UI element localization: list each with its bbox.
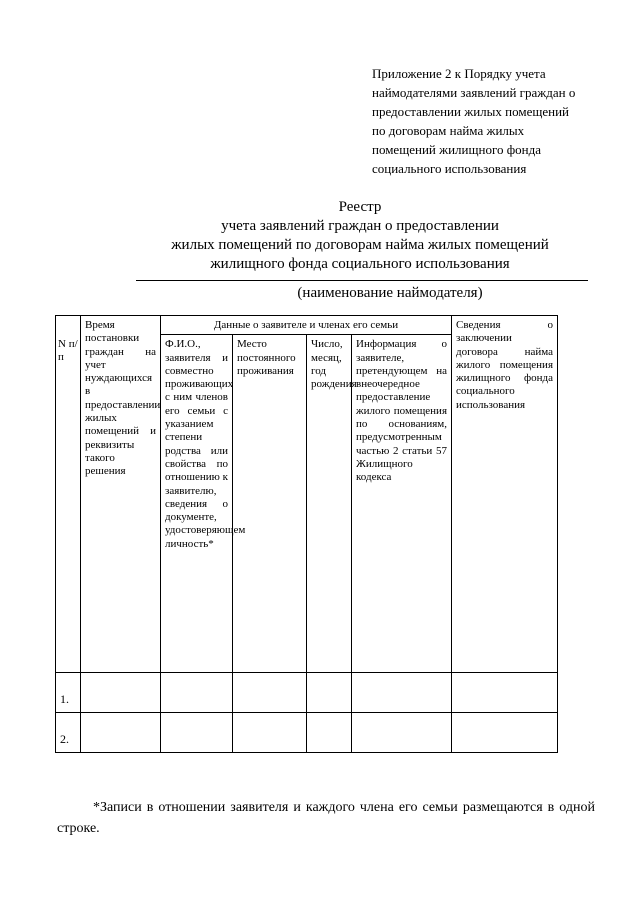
table-row xyxy=(56,673,558,713)
header-number: N п/п xyxy=(56,316,81,673)
footnote: *Записи в отношении заявителя и каждого члена его семьи размещаются в одной строке. xyxy=(57,800,595,836)
table-cell xyxy=(81,713,161,753)
appendix-reference xyxy=(372,64,612,178)
header-residence: Место постоянного проживания xyxy=(233,335,307,673)
table-cell xyxy=(233,673,307,713)
appendix-line: Приложение 2 к Порядку учета xyxy=(372,66,546,81)
appendix-line: социального использования xyxy=(372,161,527,176)
table-cell xyxy=(307,673,352,713)
row-number: 2. xyxy=(56,713,81,753)
document-title xyxy=(100,198,620,274)
header-fio: Ф.И.О., заявителя и совместно проживающих с ним членов его семьи с указанием степени родства или свойства по отношению к заявителю, сведения о документе, удостоверяющем личность* xyxy=(161,335,233,673)
header-applicant-data: Данные о заявителе и членах его семьи xyxy=(161,316,452,335)
table-cell xyxy=(452,673,558,713)
table-cell xyxy=(307,713,352,753)
appendix-line: по договорам найма жилых xyxy=(372,123,525,138)
title-line: учета заявлений граждан о предоставлении xyxy=(221,218,499,234)
table-cell xyxy=(452,713,558,753)
table-cell xyxy=(233,713,307,753)
appendix-line: помещений жилищного фонда xyxy=(372,142,541,157)
table-cell xyxy=(161,713,233,753)
landlord-name-blank-line xyxy=(136,280,588,281)
row-number: 1. xyxy=(56,673,81,713)
table-cell xyxy=(161,673,233,713)
table-cell xyxy=(81,673,161,713)
registry-table xyxy=(55,315,558,753)
title-line: жилищного фонда социального использования xyxy=(210,256,510,272)
header-registration-time: Время постановки граждан на учет нуждающихся в предоставлении жилых помещений и реквизиты такого решения xyxy=(81,316,161,673)
appendix-line: предоставлении жилых помещений xyxy=(372,104,569,119)
table-cell xyxy=(352,673,452,713)
table-header-row xyxy=(56,316,558,335)
header-contract-info: Сведения о заключении договора найма жилого помещения жилищного фонда социального использования xyxy=(452,316,558,673)
title-line: жилых помещений по договорам найма жилых помещений xyxy=(171,237,549,253)
header-birthdate: Число, месяц, год рождения xyxy=(307,335,352,673)
landlord-caption: (наименование наймодателя) xyxy=(297,285,483,301)
header-priority-info: Информация о заявителе, претендующем на внеочередное предоставление жилого помещения по основаниям, предусмотренным частью 2 статьи 57 Жилищного кодекса xyxy=(352,335,452,673)
title-heading: Реестр xyxy=(338,199,382,215)
appendix-line: наймодателями заявлений граждан о xyxy=(372,85,576,100)
table-cell xyxy=(352,713,452,753)
table-row xyxy=(56,713,558,753)
